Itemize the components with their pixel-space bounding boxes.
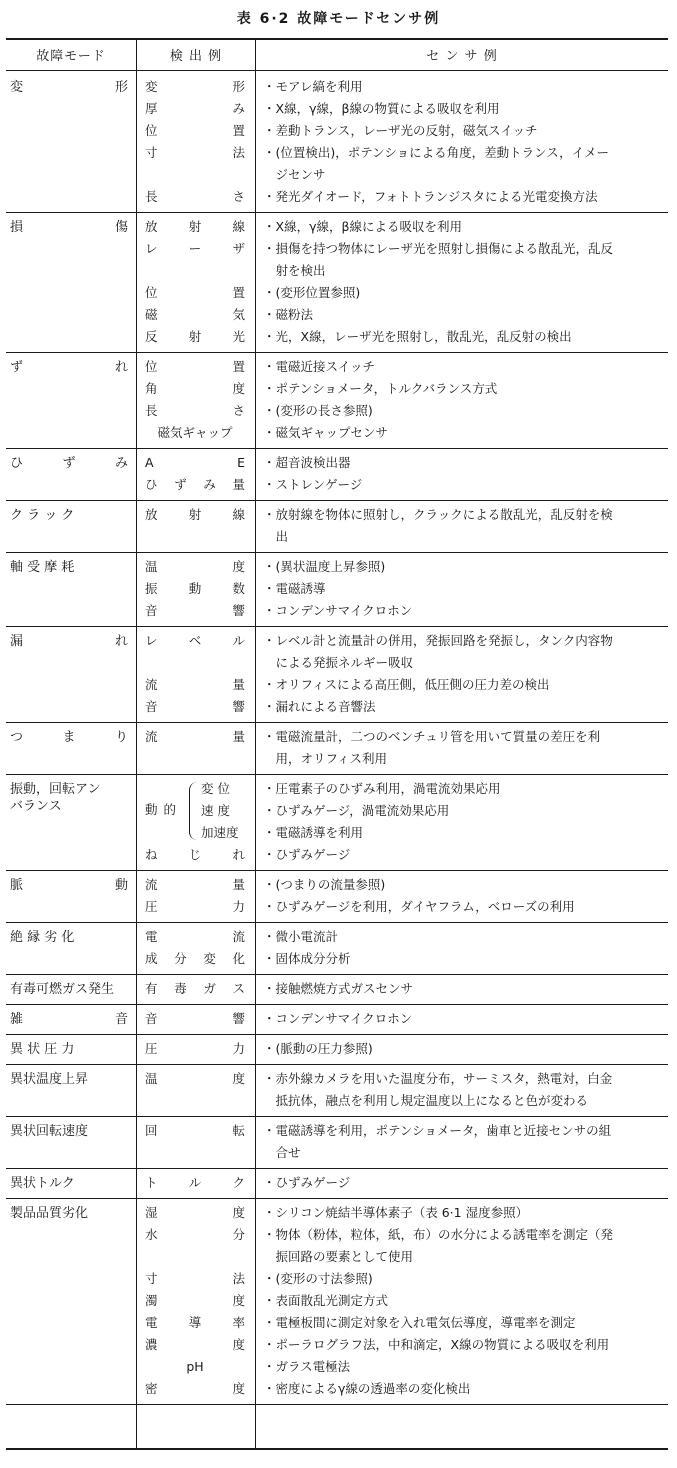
row-rule (6, 922, 668, 923)
detection-example: ト ル ク (145, 1175, 245, 1190)
sensor-example: ・電磁流量計，二つのベンチュリ管を用いて質量の差圧を利 (263, 729, 601, 744)
row-rule (6, 448, 668, 449)
detection-example: 流 量 (145, 877, 245, 892)
failure-mode-cell: 異状トルク (10, 1176, 75, 1191)
sensor-example: ・ひずみゲージ (263, 847, 351, 862)
detection-example: 流 量 (145, 729, 245, 744)
sensor-example: ・オリフィスによる高圧側，低圧側の圧力差の検出 (263, 677, 550, 692)
detection-example: 有 毒 ガ ス (145, 981, 245, 996)
detection-example: 長 さ (145, 189, 245, 204)
row-rule (6, 1198, 668, 1199)
detection-example: 放 射 線 (145, 219, 245, 234)
dynamic-group (145, 778, 245, 844)
sensor-example: ・X線，γ線，β線による吸収を利用 (263, 219, 462, 234)
sensor-example: ・圧電素子のひずみ利用，渦電流効果応用 (263, 781, 501, 796)
sensor-example: ・ポーラログラフ法，中和滴定，X線の物質による吸収を利用 (263, 1337, 610, 1352)
sensor-example: 抵抗体，融点を利用し規定温度以上になると色が変わる (263, 1093, 589, 1108)
sensor-example: ・物体（粉体，粒体，紙，布）の水分による誘電率を測定（発 (263, 1227, 614, 1242)
detection-example: 濁 度 (145, 1293, 245, 1308)
failure-mode-cell: 異状温度上昇 (10, 1072, 89, 1087)
sensor-example: ・ひずみゲージ (263, 1175, 351, 1190)
sensor-example: ・(変形の寸法参照) (263, 1271, 373, 1286)
detection-example: 流 量 (145, 677, 245, 692)
sensor-example: ・(つまりの流量参照) (263, 877, 386, 892)
detection-example: 寸 法 (145, 1271, 245, 1286)
sensor-example: ・(位置検出)，ポテンショによる角度，差動トランス，イメー (263, 145, 609, 160)
sensor-example: ・磁気ギャップセンサ (263, 425, 388, 440)
failure-mode-cell: 変 形 (10, 80, 128, 95)
row-rule (6, 626, 668, 627)
sensor-example: ・ひずみゲージを利用，ダイヤフラム，ベローズの利用 (263, 899, 575, 914)
detection-example: 放 射 線 (145, 507, 245, 522)
sensor-example: ・ポテンショメータ，トルクバランス方式 (263, 381, 498, 396)
header-rule (6, 70, 668, 71)
dynamic-item: 変 位 (201, 781, 230, 796)
failure-mode-cell: 漏 れ (10, 634, 128, 649)
detection-example: 水 分 (145, 1227, 245, 1242)
detection-example: 圧 力 (145, 899, 245, 914)
row-rule (6, 1168, 668, 1169)
sensor-example: ・(変形位置参照) (263, 285, 361, 300)
detection-example: 音 響 (145, 1011, 245, 1026)
sensor-example: ・コンデンサマイクロホン (263, 603, 413, 618)
sensor-example: ・電極板間に測定対象を入れ電気伝導度，導電率を測定 (263, 1315, 576, 1330)
detection-example: 長 さ (145, 403, 245, 418)
sensor-example: ・シリコン焼結半導体素子（表 6·1 湿度参照） (263, 1205, 529, 1220)
sensor-example: ・漏れによる音響法 (263, 699, 376, 714)
sensor-example: ・磁粉法 (263, 307, 314, 322)
sensor-example: ・光，X線，レーザ光を照射し，散乱光，乱反射の検出 (263, 329, 572, 344)
failure-mode-cell: 軸 受 摩 耗 (10, 560, 75, 575)
sensor-example: ジセンサ (263, 167, 326, 182)
detection-example: 位 置 (145, 359, 245, 374)
detection-example: レ ベ ル (145, 633, 245, 648)
sensor-example: ・赤外線カメラを用いた温度分布，サーミスタ，熱電対，白金 (263, 1071, 613, 1086)
row-rule (6, 1404, 668, 1405)
sensor-example: ・モアレ縞を利用 (263, 79, 363, 94)
row-rule (6, 722, 668, 723)
detection-example: ひ ず み 量 (145, 477, 245, 492)
sensor-example: ・X線，γ線，β線の物質による吸収を利用 (263, 101, 500, 116)
detection-example: 温 度 (145, 559, 245, 574)
sensor-example: ・差動トランス，レーザ光の反射，磁気スイッチ (263, 123, 538, 138)
sensor-example: ・電磁誘導を利用 (263, 825, 364, 840)
detection-example: 圧 力 (145, 1041, 245, 1056)
sensor-example: ・電磁誘導を利用，ポテンショメータ，歯車と近接センサの組 (263, 1123, 612, 1138)
table-title: 表 6·2 故障モードセンサ例 (236, 11, 441, 27)
sensor-example: ・(変形の長さ参照) (263, 403, 373, 418)
sensor-example: ・接触燃焼方式ガスセンサ (263, 981, 414, 996)
sensor-example: ・放射線を物体に照射し，クラックによる散乱光，乱反射を検 (263, 507, 613, 522)
detection-example: A E (145, 455, 245, 470)
sensor-example: 射を検出 (263, 263, 326, 278)
sensor-example: による発振ネルギー吸収 (263, 655, 414, 670)
failure-mode-cell: 絶 縁 劣 化 (10, 930, 75, 945)
sensor-example: ・電磁近接スイッチ (263, 359, 376, 374)
detection-example: 音 響 (145, 603, 245, 618)
detection-example: 温 度 (145, 1071, 245, 1086)
failure-mode-cell: 損 傷 (10, 220, 128, 235)
brace (189, 782, 198, 840)
detection-example: 反 射 光 (145, 329, 245, 344)
sensor-example: 振回路の要素として使用 (263, 1249, 414, 1264)
column-divider-1 (136, 40, 137, 1450)
detection-example: 音 響 (145, 699, 245, 714)
detection-example: 回 転 (145, 1123, 245, 1138)
detection-example: 位 置 (145, 285, 245, 300)
sensor-example: ・密度によるγ線の透過率の変化検出 (263, 1381, 471, 1396)
sensor-example: ・超音波検出器 (263, 455, 351, 470)
detection-example: 磁 気 (145, 307, 245, 322)
detection-example: pH (186, 1359, 204, 1374)
detection-example: 成 分 変 化 (145, 951, 245, 966)
detection-example: レ ー ザ (145, 241, 245, 256)
detection-example: 電 導 率 (145, 1315, 245, 1330)
failure-mode-cell: つ ま り (10, 730, 128, 745)
sensor-example: ・コンデンサマイクロホン (263, 1011, 413, 1026)
failure-mode-cell: ず れ (10, 360, 128, 375)
row-rule (6, 500, 668, 501)
header-mode: 故障モード (36, 49, 106, 64)
row-rule (6, 774, 668, 775)
detection-example: 位 置 (145, 123, 245, 138)
dynamic-item: 速 度 (201, 803, 230, 818)
sensor-example: ・電磁誘導 (263, 581, 326, 596)
row-rule (6, 974, 668, 975)
sensor-example: ・レベル計と流量計の併用，発振回路を発振し，タンク内容物 (263, 633, 613, 648)
sensor-example: 合せ (263, 1145, 301, 1160)
sensor-example: ・固体成分分析 (263, 951, 351, 966)
row-rule (6, 552, 668, 553)
sensor-example: 用，オリフィス利用 (263, 751, 388, 766)
sensor-example: ・(脈動の圧力参照) (263, 1041, 373, 1056)
sensor-example: ・損傷を持つ物体にレーザ光を照射し損傷による散乱光，乱反 (263, 241, 614, 256)
detection-example: 寸 法 (145, 145, 245, 160)
sensor-example: ・(異状温度上昇参照) (263, 559, 386, 574)
sensor-example: ・ガラス電極法 (263, 1359, 351, 1374)
failure-mode-cell: 有毒可燃ガス発生 (10, 982, 115, 997)
sensor-example: ・ひずみゲージ，渦電流効果応用 (263, 803, 450, 818)
row-rule (6, 1116, 668, 1117)
failure-mode-cell: ク ラ ッ ク (10, 508, 75, 523)
sensor-example: ・表面散乱光測定方式 (263, 1293, 389, 1308)
detection-example: 変 形 (145, 79, 245, 94)
row-rule (6, 870, 668, 871)
sensor-example: ・発光ダイオード，フォトトランジスタによる光電変換方法 (263, 189, 598, 204)
detection-example: 磁気ギャップ (157, 425, 233, 440)
row-rule (6, 1034, 668, 1035)
failure-mode-cell: 異状回転速度 (10, 1124, 89, 1139)
bottom-rule (6, 1448, 668, 1450)
sensor-example: ・ストレンゲージ (263, 477, 363, 492)
sensor-example: 出 (263, 529, 289, 544)
sensor-example: ・微小電流計 (263, 929, 339, 944)
row-rule (6, 1064, 668, 1065)
header-detect: 検 出 例 (169, 49, 223, 64)
detection-example: 密 度 (145, 1381, 245, 1396)
dynamic-label: 動的 (145, 802, 183, 817)
detection-example: 電 流 (145, 929, 245, 944)
failure-mode-cell: 雑 音 (10, 1012, 128, 1027)
failure-mode-cell: ひ ず み (10, 456, 128, 471)
dynamic-item: 加速度 (201, 825, 239, 840)
failure-mode-cell: 脈 動 (10, 878, 128, 893)
detection-example: 湿 度 (145, 1205, 245, 1220)
row-rule (6, 352, 668, 353)
failure-mode-cell: 製品品質劣化 (10, 1206, 89, 1221)
header-sensor: セ ン サ 例 (426, 49, 498, 64)
detection-example: 振 動 数 (145, 581, 245, 596)
row-rule (6, 1004, 668, 1005)
detection-example: ね じ れ (145, 847, 245, 862)
failure-mode-cell: 異 状 圧 力 (10, 1042, 75, 1057)
detection-example: 濃 度 (145, 1337, 245, 1352)
failure-mode-cell: 振動，回転アン バランス (10, 782, 101, 814)
row-rule (6, 212, 668, 213)
column-divider-2 (255, 40, 256, 1450)
top-rule (6, 38, 668, 40)
detection-example: 厚 み (145, 101, 245, 116)
detection-example: 角 度 (145, 381, 245, 396)
